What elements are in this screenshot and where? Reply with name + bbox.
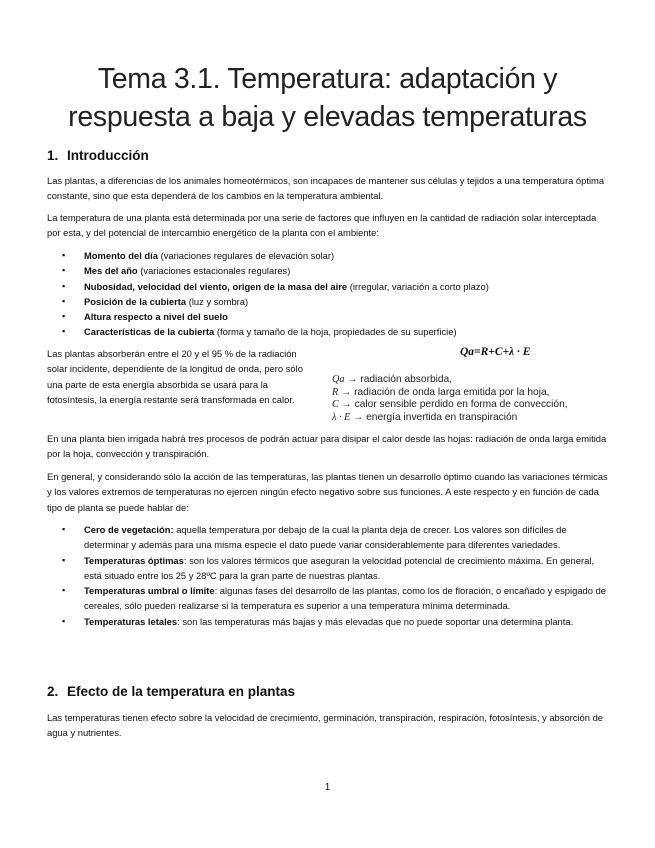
- temperature-types-list: [47, 522, 612, 629]
- list-item: ▪ Posición de la cubierta (luz y sombra): [47, 294, 612, 309]
- section-1-number: 1.: [47, 148, 59, 163]
- temperature-intro-paragraph: En general, y considerando sólo la acción de las temperaturas, las plantas tienen un desarrollo óptimo cuando las variaciones térmicas y los valores extremos de temperaturas no ejercen ningún efecto negativo sobre sus funciones. A este respecto y en función de cada tipo de planta se puede hablar de:: [47, 471, 608, 513]
- list-item: ▪ Características de la cubierta (forma y tamaño de la hoja, propiedades de su superficie): [47, 324, 612, 339]
- list-item: ▪ Momento del día (variaciones regulares de elevación solar): [47, 248, 612, 263]
- formula-legend: [332, 374, 614, 424]
- formula-term: Qa → radiación absorbida,: [332, 374, 453, 385]
- page-number: 1: [324, 782, 331, 793]
- factors-list: [47, 248, 612, 340]
- page-title: [40, 60, 615, 136]
- list-item: ▪ Nubosidad, velocidad del viento, origen de la masa del aire (irregular, variación a corto plazo): [47, 279, 612, 294]
- list-item: ▪ Cero de vegetación: aquella temperatura por debajo de la cual la planta deja de crecer. Los valores son difíciles de determinar y además para una misma especie el dato puede variar considerablemente para diferentes variedades.: [47, 522, 612, 553]
- title-line-1: Tema 3.1. Temperatura: adaptación y: [97, 63, 558, 95]
- formula-term: C → calor sensible perdido en forma de convección,: [332, 399, 568, 410]
- energy-balance-formula: [332, 346, 614, 426]
- section-1-title: Introducción: [67, 148, 149, 163]
- list-item: ▪ Temperaturas óptimas: son los valores térmicos que aseguran la velocidad potencial de crecimiento máxima. En general, está situado entre los 25 y 28ºC para la gran parte de nuestras plantas.: [47, 553, 612, 584]
- effects-paragraph: Las temperaturas tienen efecto sobre la velocidad de crecimiento, germinación, transpiración, respiración, fotosíntesis, y absorción de agua y nutrientes.: [47, 712, 604, 739]
- section-2-heading: [47, 684, 295, 699]
- section-2-number: 2.: [47, 684, 59, 699]
- list-item: ▪ Mes del año (variaciones estacionales regulares): [47, 263, 612, 278]
- formula-equation: Qa=R+C+λ · E: [460, 346, 531, 358]
- intro-paragraph-1: Las plantas, a diferencias de los animales homeotérmicos, son incapaces de mantener sus células y tejidos a una temperatura óptima constante, sino que esta dependerá de los cambios en la temperatura ambiental.: [47, 175, 605, 202]
- absorption-paragraph: Las plantas absorberán entre el 20 y el 95 % de la radiación solar incidente, dependiente de la longitud de onda, pero sólo una parte de esta energía absorbida se usará para la fotosíntesis, la energía restante será transformada en calor.: [47, 348, 303, 405]
- list-item: ▪ Temperaturas letales: son las temperaturas más bajas y más elevadas que no puede soportar una determina planta.: [47, 614, 612, 629]
- section-2-title: Efecto de la temperatura en plantas: [67, 684, 296, 699]
- intro-paragraph-2: La temperatura de una planta está determinada por una serie de factores que influyen en la cantidad de radiación solar interceptada por esta, y del potencial de intercambio energético de la planta con el ambiente:: [47, 212, 597, 239]
- title-line-2: respuesta a baja y elevadas temperaturas: [68, 101, 587, 133]
- formula-term: R → radiación de onda larga emitida por la hoja,: [332, 386, 550, 398]
- list-item: ▪ Altura respecto a nivel del suelo: [47, 309, 612, 324]
- list-item: ▪ Temperaturas umbral o límite: algunas fases del desarrollo de las plantas, como los de floración, o encañado y espigado de cereales, sólo pueden realizarse si la temperatura es superior a una temperatura mínima determinada.: [47, 583, 612, 614]
- heat-dissipation-paragraph: En una planta bien irrigada habrá tres procesos de podrán actuar para disipar el calor desde las hojas: radiación de onda larga emitida por la hoja, convección y transpiración.: [47, 433, 607, 460]
- formula-term: λ · E → energía invertida en transpiración: [332, 411, 518, 423]
- section-1-heading: [47, 148, 149, 163]
